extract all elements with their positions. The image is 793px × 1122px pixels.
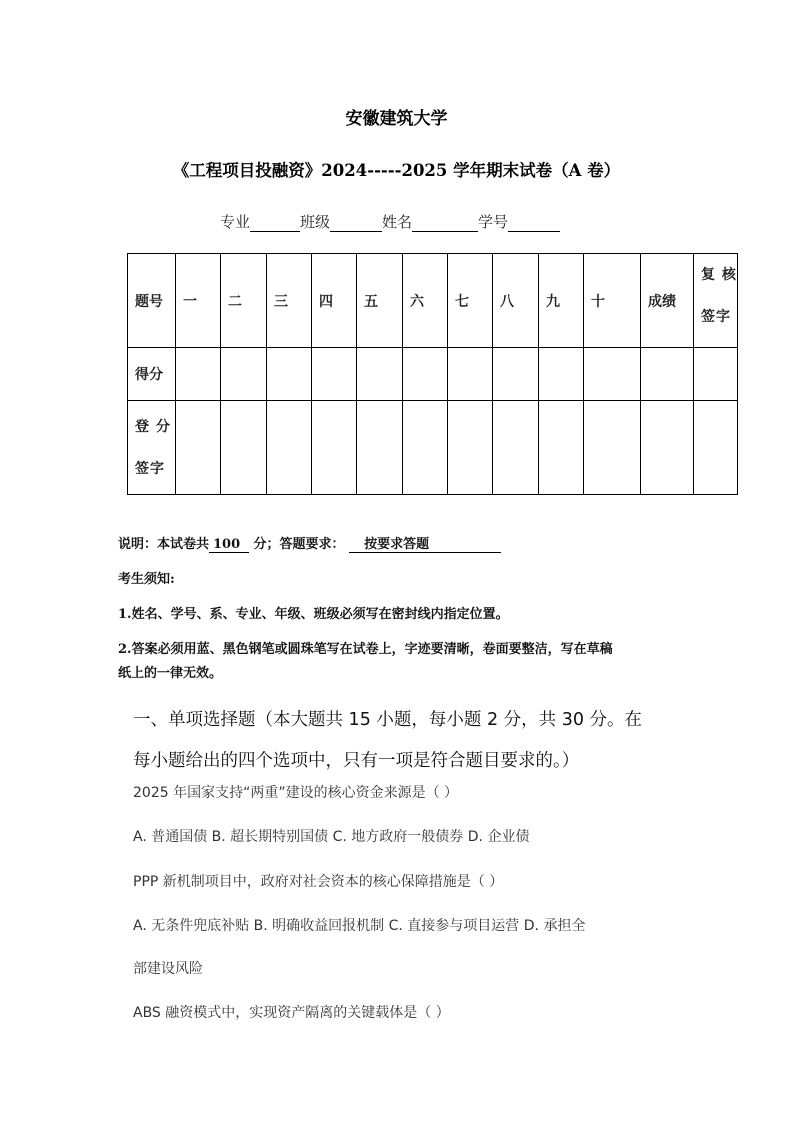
notice-title: 考生须知: [118,572,175,587]
register-signature-label [128,401,176,495]
section-1-heading-cont: 每小题给出的四个选项中，只有一项是符合题目要求的。） [133,751,580,771]
column-header: 三 [267,254,312,348]
review-score-cell[interactable] [694,348,738,401]
signature-cell[interactable] [267,401,312,495]
signature-cell[interactable] [694,401,738,495]
signature-cell[interactable] [221,401,267,495]
register-signature-row [128,401,738,495]
column-header: 四 [312,254,357,348]
question-1-stem: 2025 年国家支持“两重”建设的核心资金来源是（ ） [133,785,459,801]
score-cell[interactable] [357,348,403,401]
signature-cell[interactable] [176,401,221,495]
column-header: 七 [448,254,493,348]
student-info-row [220,211,560,232]
column-header: 八 [493,254,539,348]
register-label: 登 分 [135,418,171,435]
points-suffix: 分；答题要求： [253,537,345,552]
column-header: 九 [539,254,584,348]
score-table [127,253,738,495]
question-2-options-cont: 部建设风险 [133,961,203,977]
description-prefix: 说明：本试卷共 [118,537,210,552]
university-name: 安徽建筑大学 [345,109,448,129]
score-cell[interactable] [176,348,221,401]
student-id-field[interactable] [508,215,560,232]
class-field[interactable] [330,215,382,232]
signature-label: 签字 [135,460,165,477]
column-header: 一 [176,254,221,348]
review-label: 复 核 [701,267,737,283]
name-label: 姓名 [382,213,413,231]
total-score-cell[interactable] [641,348,694,401]
notice-item-2-cont: 纸上的一律无效。 [118,666,223,681]
name-field[interactable] [412,215,478,232]
column-header: 五 [357,254,403,348]
class-label: 班级 [300,213,331,231]
question-1-options: A. 普通国债 B. 超长期特别国债 C. 地方政府一般债券 D. 企业债 [133,829,530,845]
signature-label: 签字 [701,309,731,325]
score-row [128,348,738,401]
signature-cell[interactable] [357,401,403,495]
score-cell[interactable] [403,348,448,401]
score-cell[interactable] [221,348,267,401]
score-row-label: 得分 [128,348,176,401]
column-header: 十 [584,254,641,348]
signature-cell[interactable] [641,401,694,495]
signature-cell[interactable] [493,401,539,495]
section-1-heading: 一、单项选择题（本大题共 15 小题，每小题 2 分，共 30 分。在 [133,710,643,730]
column-header: 六 [403,254,448,348]
signature-cell[interactable] [584,401,641,495]
score-cell[interactable] [493,348,539,401]
column-header: 二 [221,254,267,348]
exam-title: 《工程项目投融资》2024-----2025 学年期末试卷（A 卷） [172,161,621,180]
question-2-stem: PPP 新机制项目中，政府对社会资本的核心保障措施是（ ） [133,874,504,890]
signature-cell[interactable] [312,401,357,495]
question-number-row [128,254,738,348]
score-cell[interactable] [584,348,641,401]
question-number-header: 题号 [128,254,176,348]
question-2-options: A. 无条件兜底补贴 B. 明确收益回报机制 C. 直接参与项目运营 D. 承担全 [133,918,586,934]
major-field[interactable] [250,215,300,232]
signature-cell[interactable] [403,401,448,495]
exam-description [118,533,501,553]
score-cell[interactable] [448,348,493,401]
student-id-label: 学号 [478,213,509,231]
column-header-total: 成绩 [641,254,694,348]
notice-item-2: 2.答案必须用蓝、黑色钢笔或圆珠笔写在试卷上，字迹要清晰，卷面要整洁，写在草稿 [118,642,613,657]
score-cell[interactable] [267,348,312,401]
score-cell[interactable] [312,348,357,401]
notice-item-1: 1.姓名、学号、系、专业、年级、班级必须写在密封线内指定位置。 [118,607,509,622]
signature-cell[interactable] [539,401,584,495]
answer-requirement: 按要求答题 [349,533,501,553]
total-points: 100 [209,537,249,553]
signature-cell[interactable] [448,401,493,495]
review-signature-header [694,254,738,348]
question-3-stem: ABS 融资模式中，实现资产隔离的关键载体是（ ） [133,1005,450,1021]
score-cell[interactable] [539,348,584,401]
major-label: 专业 [220,213,251,231]
